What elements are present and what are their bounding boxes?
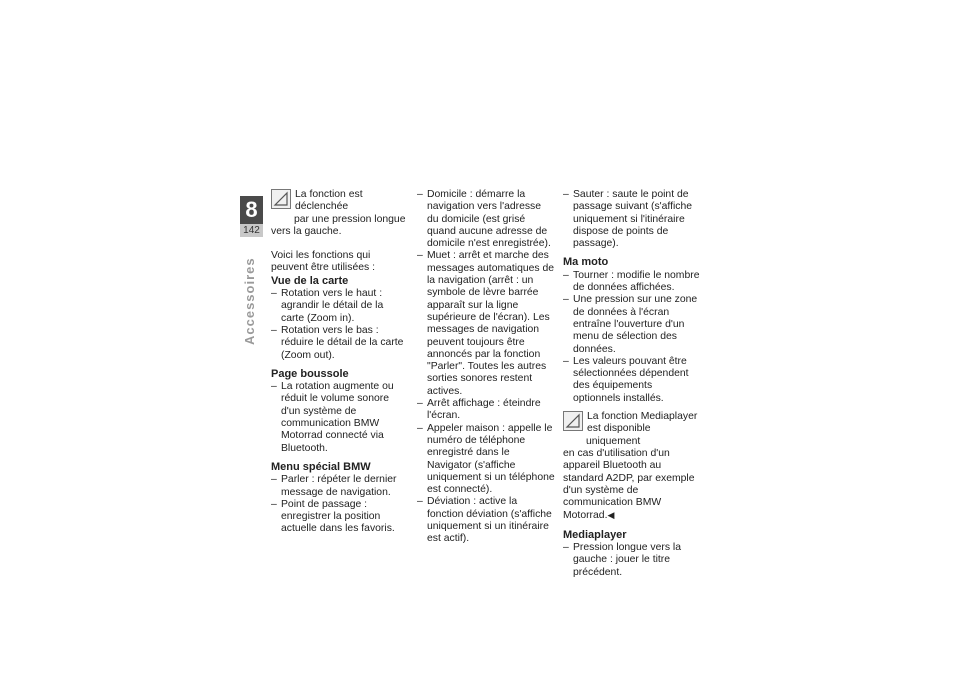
list-item: – Une pression sur une zone de données à l'écran entraîne l'ouverture d'un menu de sélection des données. [563,294,701,355]
list-item: – La rotation augmente ou réduit le volume sonore d'un système de communication BMW Motorrad connecté via Bluetooth. [271,381,409,455]
list-item: – Muet : arrêt et marche des messages automatiques de la navigation (arrêt : un symbole de lèvre barrée apparaît sur la ligne supérieure de l'écran). Les messages de navigation peuvent toujours être annoncés par la fonction "Parler". Toutes les autres sorties sonores restent actives. [417,250,555,398]
note-paragraph [271,189,409,238]
column-3 [563,189,701,579]
section-title: Accessoires [242,257,257,345]
menu-list-end [563,189,701,250]
intro-text: Voici les fonctions qui peuvent être utilisées : [271,250,375,274]
moto-list [563,270,701,405]
page-number: 142 [240,224,263,237]
column-2 [417,189,555,546]
list-item: – Parler : répéter le dernier message de navigation. [271,474,409,499]
media-list [563,542,701,579]
list-item: – Déviation : active la fonction déviation (s'affiche uniquement si un itinéraire est actif). [417,496,555,545]
column-1 [271,189,409,536]
list-item: – Point de passage : enregistrer la position actuelle dans les favoris. [271,499,409,536]
heading-menu-bmw: Menu spécial BMW [271,460,371,473]
note-line-2: est disponible uniquement [586,423,651,447]
note-line-1: La fonction est déclenchée [295,189,363,213]
heading-vue-carte: Vue de la carte [271,274,349,287]
menu-list [271,474,409,535]
note-triangle-icon [271,189,291,209]
heading-mediaplayer: Mediaplayer [563,528,627,541]
end-mark-icon: ◀ [607,510,615,521]
note-line-2: par une pression longue [294,213,406,225]
chapter-number: 8 [240,196,263,224]
chapter-tab [240,196,263,240]
heading-boussole: Page boussole [271,367,349,380]
list-item: – Pression longue vers la gauche : jouer le titre précédent. [563,542,701,579]
note-rest: vers la gauche. [271,225,342,237]
carte-list [271,288,409,362]
list-item: – Sauter : saute le point de passage suivant (s'affiche uniquement si l'itinéraire dispose de points de passage). [563,189,701,250]
note-triangle-icon [563,411,583,431]
list-item: – Appeler maison : appelle le numéro de téléphone enregistré dans le Navigator (s'affiche uniquement si un téléphone est connecté). [417,423,555,497]
menu-list-continued [417,189,555,546]
boussole-list [271,381,409,455]
note-rest: en cas d'utilisation d'un appareil Bluetooth au standard A2DP, par exemple d'un système de communication BMW Motorrad. [563,447,695,522]
list-item: – Domicile : démarre la navigation vers l'adresse du domicile (est grisé quand aucune adresse de domicile n'est enregistrée). [417,189,555,250]
list-item: – Les valeurs pouvant être sélectionnées dépendent des équipements optionnels installés. [563,356,701,405]
note-line-1: La fonction Mediaplayer [587,411,698,423]
mediaplayer-note [563,411,701,523]
list-item: – Rotation vers le bas : réduire le détail de la carte (Zoom out). [271,325,409,362]
list-item: – Rotation vers le haut : agrandir le détail de la carte (Zoom in). [271,288,409,325]
list-item: – Arrêt affichage : éteindre l'écran. [417,398,555,423]
heading-ma-moto: Ma moto [563,256,609,269]
list-item: – Tourner : modifie le nombre de données affichées. [563,270,701,295]
